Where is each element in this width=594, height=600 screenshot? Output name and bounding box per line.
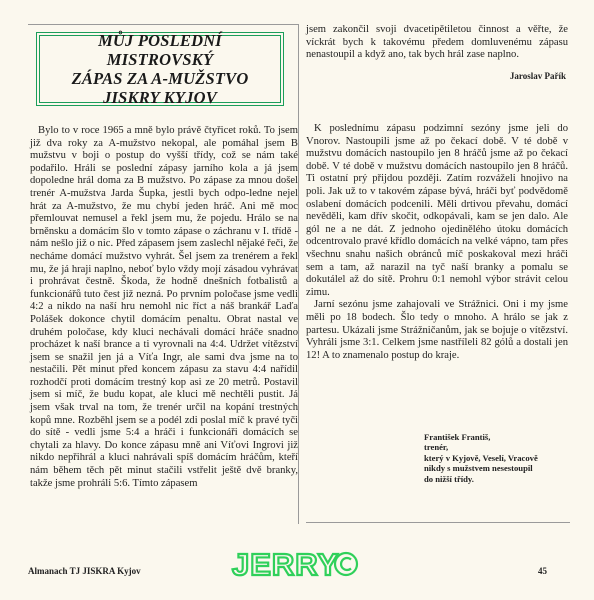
column-divider — [298, 24, 299, 524]
author-line-1: František Františ, — [424, 432, 491, 442]
title-frame — [36, 32, 284, 106]
right-column — [306, 24, 570, 552]
left-story-text — [30, 125, 298, 490]
title-line-3: JISKRY KYJOV — [103, 88, 217, 107]
article-title — [50, 31, 270, 107]
right-top-paragraph: jsem zakončil svoji dvacetipětiletou činnost a věřte, že víckrát bych k takovému předem domluvenému zápasu nenastoupil a když ano, tak bych hrál zase naplno. — [306, 24, 568, 61]
left-paragraph: Bylo to v roce 1965 a mně bylo právě čtyřicet roků. To jsem již dva roky za A-mužstvo nekopal, ale pomáhal jsem B mužstvu v boji o postup do vyšší třídy, což se nám také podařilo. Hráli se poslední zápasy jarního kola a já jsem dopoledne hrál doma za B mužstvo. Po zápase za mnou došel trenér A-mužstva Jarda Šupka, jestli bych odpo-ledne nejel hrát za A-mužstvo, že mu chybí jeden hráč. Ani mě moc přemlouvat nemusel a řekl jsem mu, že pojedu. Hrálo se na brněnsku a domácím šlo v tomto zápase o záchranu v I. třídě - nám nešlo již o nic. Před zápasem jsem zaslechl nějaké řeči, že necháme domácí mužstvo vyhrát. Šel jsem za trenérem a řekl mu, že já hraji naplno, neboť bylo vždy mojí zásadou vyhrávat i prohrávat čestně. Škoda, že hodně dnešních fotbalistů a funkcionářů tuto čest již nezná. Po prvním poločase jsme vedli 4:2 a nikdo na naší hru nemohl nic říct a náš brankář Laďa Polášek dokonce chytil domácím penaltu. Obrat nastal ve druhém poločase, kdy kluci nechávali domácí hráče snadno procházet k naší brance a ti vyrovnali na 4:4. Udržet vítězství jsem se snažil jen já a Víťa Ingr, ale sami dva jsme na to nestačili. Pět minut před koncem zápasu za stavu 4:4 nařídil rozhodčí proti domácím trestný kop asi ze 20 metrů. Postavil jsem si míč, že budu kopat, ale kluci mě nechtěli pustit. Já jsem však trval na tom, že trenér určil na kopání trestných kopů mne. Rozběhl jsem se a podél zdi poslal míč k pravé tyči do sítě - vedli jsme 5:4 a hráči i funkcionáři domácích se chytali za hlavy. Do konce zápasu mně ani Víťovi Ingrovi již nikdo nepřihrál a kluci nahrávali spíš domácím hráčům, kteří nám během těch pět minut stačili vstřelit ještě dvě branky, takže jsme prohráli 5:6. Tímto zápasem — [30, 125, 298, 489]
right-paragraph-2: Jarní sezónu jsme zahajovali ve Strážnici. Oni i my jsme měli po 18 bodech. Šlo tedy o mnoho. A hrálo se jak z partesu. Ukázali jsme Strážničanům, jak se bojuje o vítězství. Vyhráli jsme 3:1. Celkem jsme nastříleli 82 gólů a dostali jen 12! A to znamenalo postup do kraje. — [306, 299, 568, 361]
author-line-3: který v Kyjově, Veselí, Vracově — [424, 452, 538, 463]
right-top-text — [306, 24, 568, 62]
right-bottom-rule — [306, 522, 570, 523]
jerry-logo-text: JERRY — [232, 547, 340, 580]
title-line-2: ZÁPAS ZA A-MUŽSTVO — [71, 69, 249, 88]
jerry-logo-graphic — [230, 546, 360, 580]
author-signature-frantis — [424, 432, 564, 484]
page-number: 45 — [538, 566, 547, 576]
right-story-text — [306, 123, 568, 362]
author-line-5: do nižší třídy. — [424, 473, 474, 484]
footer-publication: Almanach TJ JISKRA Kyjov — [28, 566, 141, 576]
copyright-c-icon — [341, 558, 351, 570]
right-paragraph-1: K poslednímu zápasu podzimní sezóny jsme jeli do Vnorov. Nastoupili jsme až po čekací době. V té době v mužstvu domácích nastoupilo jen 8 hráčů jsme až po čekací době. V té době v mužstvu domácích nastoupilo jen 8 hráčů. Ti ostatní prý přijdou později. Zatím rozváželi hnojivo na poli. Jak už to v takovém zápase bývá, hráči byť podvědomě oslabení domácích podcenili. Měli drtivou převahu, domácí nevěděli, kam dřív skočit, odkopávali, kam se jen dalo. Ale gól ne a ne dát. Z jednoho ojedinělého útoku domácích odcentrovalo pravé křídlo domácích na velké vápno, tam přes všechnu snahu našich obránců míč poskakoval mezi hráči sem a tam, až narazil na tyč naší branky a pomalu se dokutálel až do sítě. Prohru 0:1 nemohl výbor strávit celou zimu. — [306, 123, 568, 298]
author-signature-parik: Jaroslav Pařík — [509, 71, 566, 81]
left-column — [28, 24, 298, 552]
author-line-2: trenér, — [424, 442, 449, 453]
title-line-1: MŮJ POSLEDNÍ MISTROVSKÝ — [98, 31, 222, 69]
jerry-logo — [230, 546, 360, 580]
author-line-4: nikdy s mužstvem nesestoupil — [424, 463, 533, 474]
